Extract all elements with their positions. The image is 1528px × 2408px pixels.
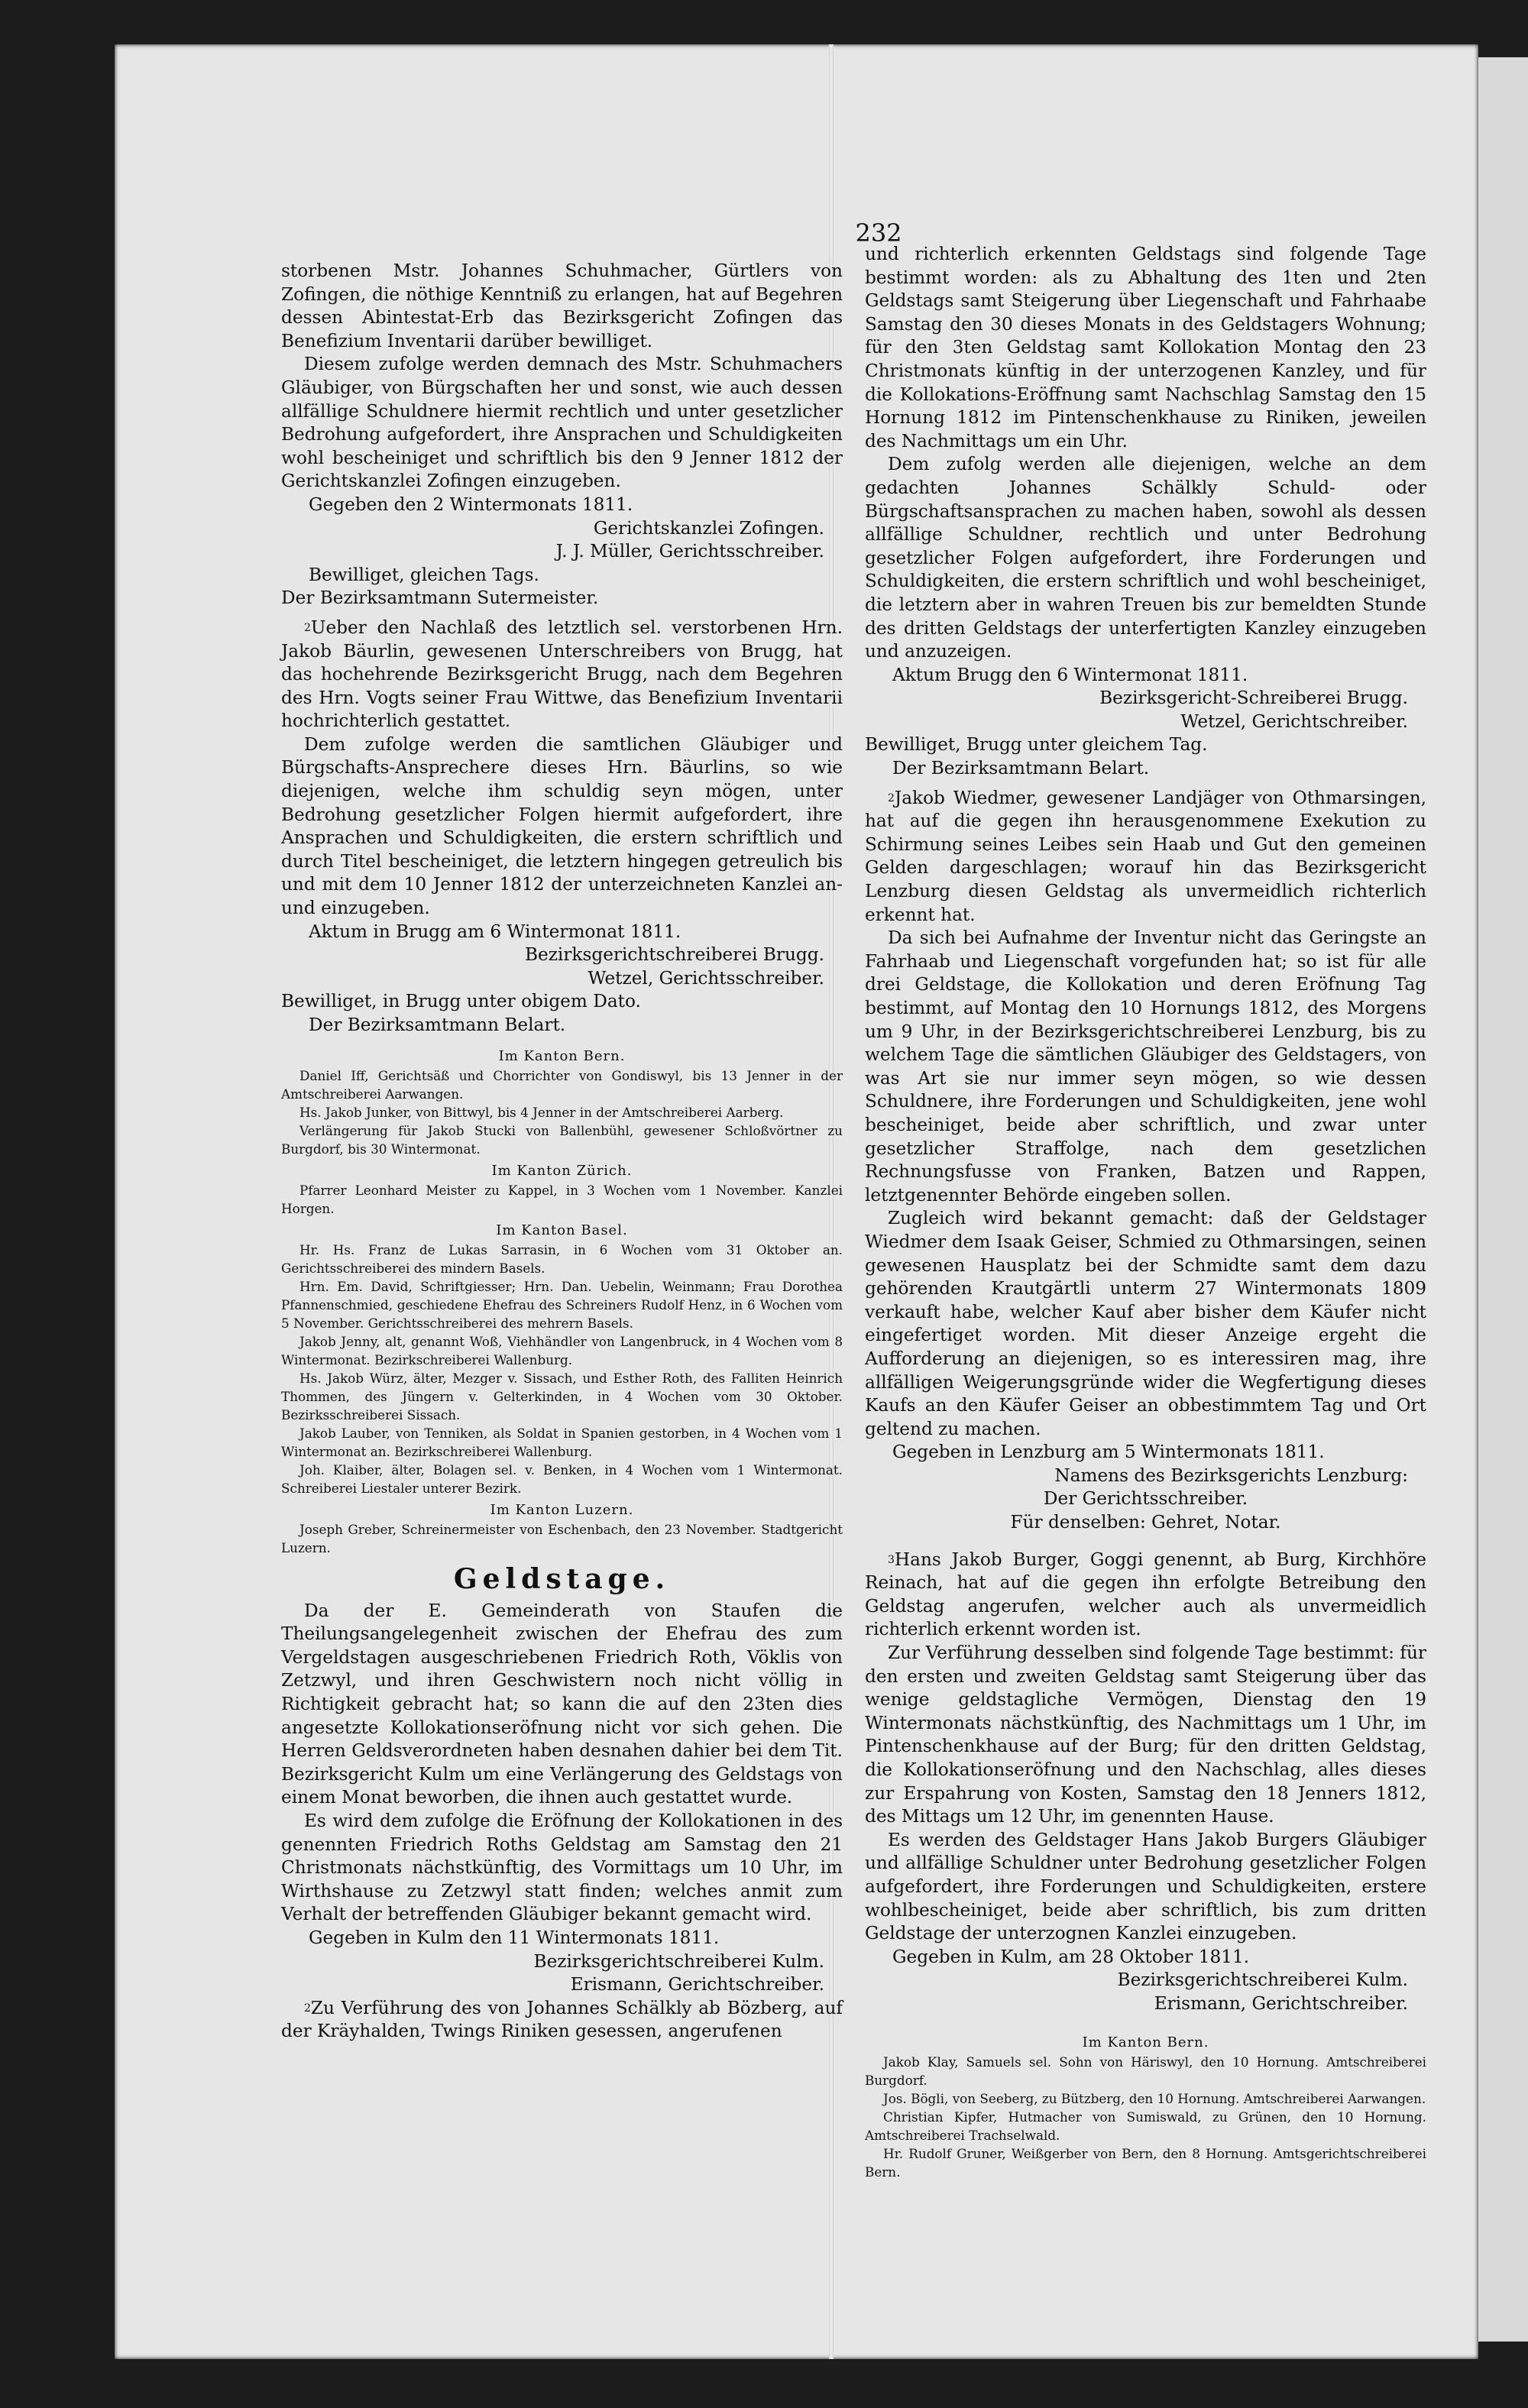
list-item: Hs. Jakob Junker, von Bittwyl, bis 4 Jenner in der Amtschreiberei Aarberg.: [299, 1104, 784, 1120]
left-column: [281, 260, 843, 2044]
adjacent-page-edge: [1478, 57, 1528, 2342]
list-item: Hs. Jakob Würz, älter, Mezger v. Sissach, und Esther Roth, des Falliten Heinrich Thommen, des Jüngern v. Gelterkinden, in 4 Wochen vom 30 Oktober. Bezirksschreiberei Sissach.: [281, 1370, 843, 1422]
list-item: Hrn. Em. David, Schriftgiesser; Hrn. Dan. Uebelin, Weinmann; Frau Dorothea Pfannenschmied, geschiedene Ehefrau des Schreiners Rudolf Henz, in 6 Wochen vom 5 November. Gerichtsschreiberei des mehrern Basels.: [281, 1278, 843, 1331]
notice-approval: Der Bezirksamtmann Belart.: [309, 1015, 566, 1035]
canton-heading: Im Kanton Bern.: [1082, 2034, 1209, 2050]
notice-wiedmer: [865, 787, 1426, 1442]
notice-signature: Bezirksgerichtschreiberei Brugg.: [524, 944, 824, 966]
notice-date: Gegeben in Kulm, am 28 Oktober 1811.: [892, 1946, 1250, 1967]
notice-text: Diesem zufolge werden demnach des Mstr. Schuhmachers Gläubiger, von Bürgschaften her und sonst, wie auch dessen allfällige Schuldnere hiermit rechtlich und unter gesetzlicher Bedrohung aufgefordert, ihre Ansprachen und Schuldigkeiten wohl bescheiniget und schriftlich bis den 9 Jenner 1812 der Gerichtskanzlei Zofingen einzugeben.: [281, 354, 843, 492]
notice-signature: Wetzel, Gerichtsschreiber.: [588, 967, 824, 989]
list-item: Joseph Greber, Schreinermeister von Eschenbach, den 23 November. Stadtgericht Luzern.: [281, 1521, 843, 1555]
notice-text: Zu Verführung des von Johannes Schälkly ab Bözberg, auf der Kräyhalden, Twings Riniken gesessen, angerufenen: [281, 1997, 843, 2042]
notice-baeurlin: [281, 617, 843, 921]
list-item: Jakob Lauber, von Tenniken, als Soldat in Spanien gestorben, in 4 Wochen vom 1 Wintermonat an. Bezirkschreiberei Wallenburg.: [281, 1425, 843, 1459]
notice-date: Gegeben in Kulm den 11 Wintermonats 1811.: [309, 1927, 720, 1948]
notice-text: Hans Jakob Burger, Goggi genennt, ab Burg, Kirchhöre Reinach, hat auf die gegen ihn erfolgte Betreibung den Geldstag angerufen, welcher auch als unvermeidlich richterlich erkennt worden ist.: [865, 1549, 1426, 1640]
notice-text: storbenen Mstr. Johannes Schuhmacher, Gürtlers von Zofingen, die nöthige Kenntniß zu erlangen, hat auf Begehren dessen Abintestat-Erb das Bezirksgericht Zofingen das Benefizium Inventarii darüber bewilliget.: [281, 261, 843, 351]
notice-approval: Bewilliget, gleichen Tags.: [309, 564, 539, 585]
notice-approval: Bewilliget, Brugg unter gleichem Tag.: [865, 734, 1208, 756]
notice-signature: Bezirksgerichtschreiberei Kulm.: [1117, 1969, 1408, 1991]
notice-burger: [865, 1549, 1426, 1946]
list-item: Daniel Iff, Gerichtsäß und Chorrichter von Gondiswyl, bis 13 Jenner in der Amtschreiberei Aarwangen.: [281, 1067, 843, 1102]
notice-date: Gegeben in Lenzburg am 5 Wintermonats 1811.: [892, 1442, 1325, 1463]
notice-text: Es wird dem zufolge die Eröfnung der Kollokationen in des genennten Friedrich Roths Geldstag am Samstag den 21 Christmonats nächstkünftig, des Vormittags um 10 Uhr, im Wirthshause zu Zetzwyl statt finden; welches anmit zum Verhalt der betreffenden Gläubiger bekannt gemacht wird.: [281, 1810, 843, 1925]
notice-signature: Für denselben: Gehret, Notar.: [1010, 1512, 1281, 1533]
notice-number: 3: [888, 1553, 895, 1566]
notice-number: 2: [304, 621, 311, 634]
notice-schaelkly: [281, 1997, 843, 2044]
list-item: Pfarrer Leonhard Meister zu Kappel, in 3 Wochen vom 1 November. Kanzlei Horgen.: [281, 1182, 843, 1216]
list-item: Verlängerung für Jakob Stucki von Ballenbühl, gewesener Schloßvörtner zu Burgdorf, bis 30 Wintermonat.: [281, 1122, 843, 1157]
notice-text: Dem zufolge werden die samtlichen Gläubiger und Bürgschafts-Ansprechere dieses Hrn. Bäurlins, so wie diejenigen, welche ihm schuldig seyn mögen, unter Bedrohung gesetzlicher Folgen hiermit aufgefordert, ihre Ansprachen und Schuldigkeiten, die erstern schriftlich und durch Titel bescheiniget, die letztern hingegen getreulich bis und mit dem 10 Jenner 1812 der unterzeichneten Kanzlei an- und einzugeben.: [281, 733, 843, 919]
notice-signature: Namens des Bezirksgerichts Lenzburg:: [1054, 1465, 1408, 1486]
notice-signature: Wetzel, Gerichtschreiber.: [1180, 710, 1408, 732]
canton-heading: Im Kanton Luzern.: [490, 1501, 634, 1518]
canton-heading: Im Kanton Basel.: [496, 1222, 628, 1238]
notice-text: Da sich bei Aufnahme der Inventur nicht das Geringste an Fahrhaab und Liegenschaft vorgefunden hat; so ist für alle drei Geldstage, die Kollokation und deren Eröfnung Tag bestimmt, auf Montag den 10 Hornungs 1812, des Morgens um 9 Uhr, in der Bezirksgerichtschreiberei Lenzburg, bis zu welchem Tage die sämtlichen Gläubiger des Geldstagers, von was Art sie nur immer seyn mögen, so wie dessen Schuldnere, ihre Forderungen und Schuldigkeiten, jene wohl bescheiniget, beide aber schriftlich, und zwar unter gesetzlicher Straffolge, nach dem gesetzlichen Rechnungsfusse von Franken, Batzen und Rappen, letztgenennter Behörde eingeben sollen.: [865, 927, 1426, 1206]
notice-text: Da der E. Gemeinderath von Staufen die Theilungsangelegenheit zwischen der Ehefrau des zum Vergeldstagen ausgeschriebenen Friedrich Roth, Vöklis von Zetzwyl, und ihren Geschwistern noch nicht völlig in Richtigkeit gebracht hat; so kann die auf den 23ten dies angesetzte Kollokationseröfnung nicht vor sich gehen. Die Herren Geldsverordneten haben desnahen dahier bei dem Tit. Bezirksgericht Kulm um eine Verlängerung des Geldstags von einem Monat beworben, die ihnen auch gestattet wurde.: [281, 1600, 843, 1808]
canton-heading: Im Kanton Bern.: [498, 1047, 626, 1064]
notice-signature: Der Gerichtsschreiber.: [1043, 1488, 1248, 1510]
canton-heading: Im Kanton Zürich.: [491, 1162, 633, 1179]
list-item: Jakob Jenny, alt, genannt Woß, Viehhändler von Langenbruck, in 4 Wochen vom 8 Wintermonat. Bezirkschreiberei Wallenburg.: [281, 1333, 843, 1367]
notice-approval: Der Bezirksamtmann Sutermeister.: [281, 587, 599, 609]
notice-signature: Erismann, Gerichtschreiber.: [570, 1974, 824, 1995]
list-item: Hr. Rudolf Gruner, Weißgerber von Bern, den 8 Hornung. Amtsgerichtschreiberei Bern.: [865, 2145, 1426, 2180]
notice-signature: Erismann, Gerichtschreiber.: [1154, 1992, 1408, 2014]
section-title: Geldstage.: [453, 1562, 671, 1595]
notice-number: 2: [304, 2002, 311, 2015]
notice-date: Aktum Brugg den 6 Wintermonat 1811.: [892, 664, 1248, 685]
list-item: Jos. Bögli, von Seeberg, zu Bützberg, den 10 Hornung. Amtschreiberei Aarwangen.: [883, 2090, 1426, 2106]
notice-signature: Gerichtskanzlei Zofingen.: [593, 517, 824, 539]
right-column: [865, 243, 1426, 2181]
notice-approval: Bewilliget, in Brugg unter obigem Dato.: [281, 991, 641, 1012]
notice-text: Zur Verführung desselben sind folgende Tage bestimmt: für den ersten und zweiten Geldstag samt Steigerung über das wenige geldstagliche Vermögen, Dienstag den 19 Wintermonats nächstkünftig, des Nachmittags um 1 Uhr, im Pintenschenkhause auf der Burg; für den dritten Geldstag, die Kollokationseröfnung und den Nachschlag, alles dieses zur Erspahrung von Kosten, Samstag den 18 Jenners 1812, des Mittags um 12 Uhr, im genennten Hause.: [865, 1643, 1426, 1827]
notice-signature: J. J. Müller, Gerichtsschreiber.: [555, 541, 824, 562]
notice-date: Gegeben den 2 Wintermonats 1811.: [309, 494, 633, 515]
notice-schuhmacher: [281, 260, 843, 494]
notice-approval: Der Bezirksamtmann Belart.: [892, 758, 1150, 779]
notice-text: und richterlich erkennten Geldstags sind folgende Tage bestimmt worden: als zu Abhaltung des 1ten und 2ten Geldstags samt Steigerung über Liegenschaft und Fahrhaabe Samstag den 30 dieses Monats in des Geldstagers Wohnung; für den 3ten Geldstag samt Kollokation Montag den 23 Christmonats künftig in der unterzogenen Kanzley, und für die Kollokations-Eröffnung samt Nachschlag Samstag den 15 Hornung 1812 im Pintenschenkhause zu Riniken, jeweilen des Nachmittags um ein Uhr.: [865, 244, 1426, 452]
notice-signature: Bezirksgerichtschreiberei Kulm.: [533, 1950, 824, 1972]
notice-date: Aktum in Brugg am 6 Wintermonat 1811.: [309, 921, 681, 942]
page-number: 232: [855, 218, 902, 248]
list-item: Hr. Hs. Franz de Lukas Sarrasin, in 6 Wochen vom 31 Oktober an. Gerichtsschreiberei des mindern Basels.: [281, 1241, 843, 1276]
notice-text: Jakob Wiedmer, gewesener Landjäger von Othmarsingen, hat auf die gegen ihn herausgenommene Exekution zu Schirmung seines Leibes sein Haab und Gut den gemeinen Gelden dargeschlagen; worauf hin das Bezirksgericht Lenzburg diesen Geldstag als unvermeidlich richterlich erkennt hat.: [865, 787, 1426, 925]
notice-text: Dem zufolg werden alle diejenigen, welche an dem gedachten Johannes Schälkly Schuld- oder Bürgschaftsansprachen zu machen haben, sowohl als dessen allfällige Schuldner, rechtlich und unter Bedrohung gesetzlicher Folgen aufgefordert, ihre Forderungen und Schuldigkeiten, die erstern schriftlich und wohl bescheiniget, die letztern aber in wahren Treuen bis zur bemeldten Stunde des dritten Geldstags der unterfertigten Kanzley einzugeben und anzuzeigen.: [865, 454, 1426, 662]
list-item: Jakob Klay, Samuels sel. Sohn von Häriswyl, den 10 Hornung. Amtschreiberei Burgdorf.: [865, 2054, 1426, 2088]
notice-number: 2: [888, 791, 895, 804]
list-item: Christian Kipfer, Hutmacher von Sumiswald, zu Grünen, den 10 Hornung. Amtschreiberei Trachselwald.: [865, 2109, 1426, 2143]
notice-schaelkly-cont: [865, 243, 1426, 664]
list-item: Joh. Klaiber, älter, Bolagen sel. v. Benken, in 4 Wochen vom 1 Wintermonat. Schreiberei Liestaler unterer Bezirk.: [281, 1461, 843, 1496]
notice-roth: [281, 1600, 843, 1927]
notice-text: Zugleich wird bekannt gemacht: daß der Geldstager Wiedmer dem Isaak Geiser, Schmied zu Othmarsingen, seinen gewesenen Hausplatz bei der Schmidte samt dem dazu gehörenden Krautgärtli unterm 27 Wintermonats 1809 verkauft habe, welcher Kauf aber bisher dem Käufer nicht eingefertiget worden. Mit dieser Anzeige ergeht die Aufforderung an diejenigen, so es interessiren mag, ihre allfälligen Weigerungsgründe wider die Wegfertigung dieses Kaufs an den Käufer Geiser an obbestimmtem Tag und Ort geltend zu machen.: [865, 1208, 1426, 1439]
notice-text: Ueber den Nachlaß des letztlich sel. verstorbenen Hrn. Jakob Bäurlin, gewesenen Unterschreibers von Brugg, hat das hochehrende Bezirksgericht Brugg, nach dem Begehren des Hrn. Vogts seiner Frau Wittwe, das Benefizium Inventarii hochrichterlich gestattet.: [281, 617, 843, 732]
notice-signature: Bezirksgericht-Schreiberei Brugg.: [1099, 688, 1408, 709]
notice-text: Es werden des Geldstager Hans Jakob Burgers Gläubiger und allfällige Schuldner unter Bedrohung gesetzlicher Folgen aufgefordert, ihre Forderungen und Schuldigkeiten, erstere wohlbescheiniget, beide aber schriftlich, bis zum dritten Geldstage der unterzognen Kanzlei einzugeben.: [865, 1829, 1426, 1944]
